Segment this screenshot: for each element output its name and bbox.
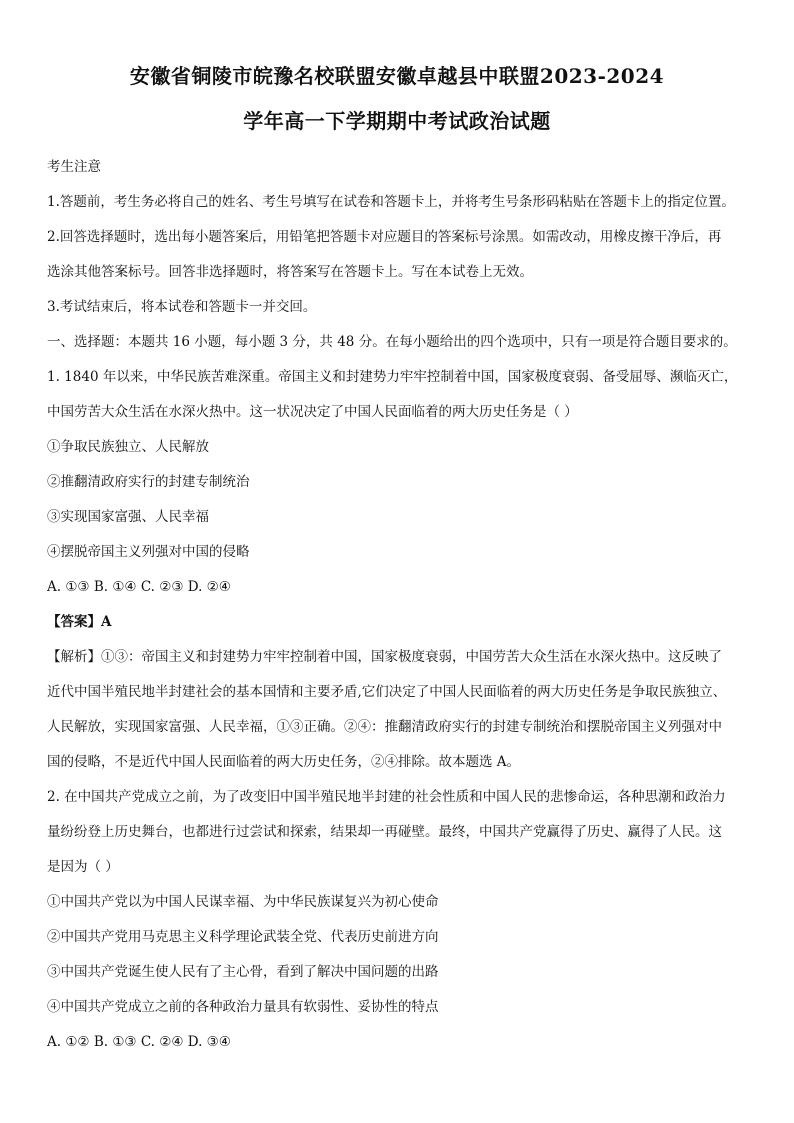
document-body — [47, 150, 759, 1060]
document-title-line1: 安徽省铜陵市皖豫名校联盟安徽卓越县中联盟2023-2024 — [129, 64, 665, 88]
q1-answer: 【答案】A — [47, 614, 112, 630]
notice-heading: 考生注意 — [47, 159, 101, 175]
q1-choices: A. ①③ B. ①④ C. ②③ D. ②④ — [47, 579, 231, 595]
q1-analysis-line: 国的侵略，不是近代中国人民面临着的两大历史任务，②④排除。故本题选 A。 — [47, 754, 521, 770]
q2-option: ③中国共产党诞生使人民有了主心骨，看到了解决中国问题的出路 — [47, 964, 439, 980]
q1-option: ②推翻清政府实行的封建专制统治 — [47, 474, 250, 490]
q1-stem-line: 中国劳苦大众生活在水深火热中。这一状况决定了中国人民面临着的两大历史任务是（ ） — [47, 404, 578, 420]
notice-line: 选涂其他答案标号。回答非选择题时，将答案写在答题卡上。写在本试卷上无效。 — [47, 264, 533, 280]
q2-option: ④中国共产党成立之前的各种政治力量具有软弱性、妥协性的特点 — [47, 999, 439, 1015]
q1-option: ④摆脱帝国主义列强对中国的侵略 — [47, 544, 250, 560]
q2-stem-line: 是因为（ ） — [47, 859, 119, 875]
q2-stem-line: 量纷纷登上历史舞台，也都进行过尝试和探索，结果却一再碰壁。最终，中国共产党赢得了历史、赢得了人民。这 — [47, 824, 722, 840]
q2-option: ②中国共产党用马克思主义科学理论武装全党、代表历史前进方向 — [47, 929, 439, 945]
q2-stem-line: 2. 在中国共产党成立之前，为了改变旧中国半殖民地半封建的社会性质和中国人民的悲惨命运，各种思潮和政治力 — [47, 789, 726, 805]
section-heading: 一、选择题：本题共 16 小题，每小题 3 分，共 48 分。在每小题给出的四个选项中，只有一项是符合题目要求的。 — [47, 334, 737, 350]
q2-choices: A. ①② B. ①③ C. ②④ D. ③④ — [47, 1034, 231, 1050]
q1-stem-line: 1. 1840 年以来，中华民族苦难深重。帝国主义和封建势力牢牢控制着中国，国家极度衰弱、备受屈辱、濒临灭亡， — [47, 369, 738, 385]
q1-analysis-line: 人民解放，实现国家富强、人民幸福，①③正确。②④：推翻清政府实行的封建专制统治和摆脱帝国主义列强对中 — [47, 719, 722, 735]
q1-option: ③实现国家富强、人民幸福 — [47, 509, 209, 525]
document-title-line2: 学年高一下学期期中考试政治试题 — [243, 109, 551, 133]
q1-option: ①争取民族独立、人民解放 — [47, 439, 209, 455]
q1-analysis-line: 【解析】①③：帝国主义和封建势力牢牢控制着中国，国家极度衰弱，中国劳苦大众生活在水深火热中。这反映了 — [47, 649, 722, 665]
notice-line: 3.考试结束后，将本试卷和答题卡一并交回。 — [47, 299, 317, 315]
notice-line: 1.答题前，考生务必将自己的姓名、考生号填写在试卷和答题卡上，并将考生号条形码粘贴在答题卡上的指定位置。 — [47, 194, 735, 210]
q2-option: ①中国共产党以为中国人民谋幸福、为中华民族谋复兴为初心使命 — [47, 894, 439, 910]
q1-analysis-line: 近代中国半殖民地半封建社会的基本国情和主要矛盾,它们决定了中国人民面临着的两大历史任务是争取民族独立、 — [47, 684, 727, 700]
notice-line: 2.回答选择题时，选出每小题答案后，用铅笔把答题卡对应题目的答案标号涂黑。如需改动，用橡皮擦干净后，再 — [47, 229, 722, 245]
